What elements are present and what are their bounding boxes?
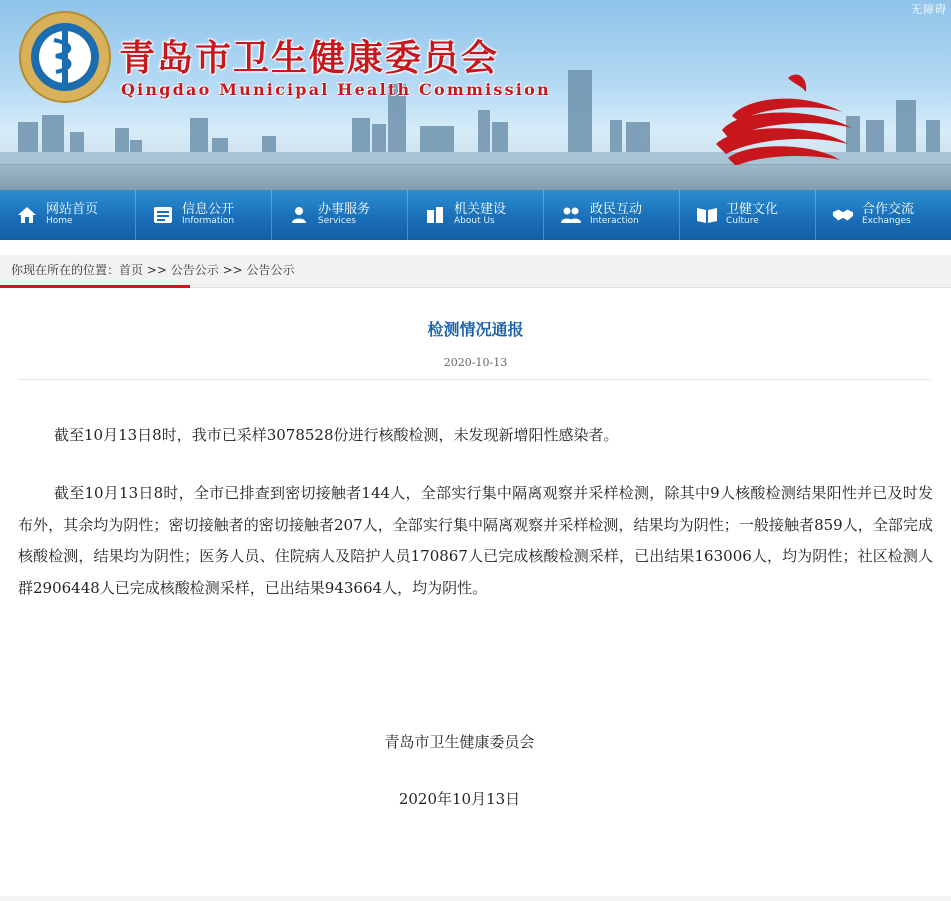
user-icon xyxy=(288,204,310,226)
article-date: 2020-10-13 xyxy=(443,356,508,369)
nav-label-en: Exchanges xyxy=(862,216,911,227)
site-title: 青岛市卫生健康委员会 xyxy=(119,37,500,79)
accessibility-link[interactable]: 无障碍 xyxy=(911,3,947,16)
article-paragraph: 截至10月13日8时，全市已排查到密切接触者144人，全部实行集中隔离观察并采样检测，除其中9人核酸检测结果阳性并已及时发布外，其余均为阴性；密切接触者的密切接触者207人，全部实行集中隔离观察并采样检测，结果均为阴性；一般接触者859人，全部完成核酸检测，结果均为阴性；医务人员、住院病人及陪护人员170867人已完成核酸检测采样，已出结果163006人，均为阴性；社区检测人群2906448人已完成核酸检测采样，已出结果943664人，均为阴性。 xyxy=(18,484,933,597)
nav-label-en: Information xyxy=(182,216,235,227)
book-icon xyxy=(696,204,718,226)
footer-line xyxy=(0,896,951,901)
nav-item-services[interactable] xyxy=(272,190,408,240)
article-sign-date: 2020年10月13日 xyxy=(398,790,521,808)
nav-label-en: Services xyxy=(318,216,356,227)
breadcrumb-separator: >> xyxy=(143,263,171,277)
header-banner xyxy=(0,0,951,190)
nav-label: 机关建设 xyxy=(454,201,507,217)
nav-item-culture[interactable] xyxy=(680,190,816,240)
nav-label: 政民互动 xyxy=(590,201,643,217)
nav-label-en: Home xyxy=(46,216,73,227)
breadcrumb-prefix: 你现在所在的位置： xyxy=(11,263,120,277)
water-band xyxy=(0,165,951,190)
nav-item-information[interactable] xyxy=(136,190,272,240)
main-nav xyxy=(0,190,951,240)
nav-item-exchanges[interactable] xyxy=(816,190,951,240)
article-signature: 青岛市卫生健康委员会 xyxy=(384,733,535,751)
article-title: 检测情况通报 xyxy=(427,320,524,339)
handshake-icon xyxy=(832,204,854,226)
title-divider xyxy=(18,379,931,380)
nav-label-en: Interaction xyxy=(590,216,639,227)
nav-label: 办事服务 xyxy=(318,201,371,217)
nav-label: 合作交流 xyxy=(862,201,915,217)
nav-item-about[interactable] xyxy=(408,190,544,240)
nav-item-interaction[interactable] xyxy=(544,190,680,240)
breadcrumb-link-notices[interactable]: 公告公示 xyxy=(170,263,219,277)
info-icon xyxy=(152,204,174,226)
breadcrumb-link-notices-current[interactable]: 公告公示 xyxy=(246,263,295,277)
breadcrumb-accent-bar xyxy=(0,285,190,288)
nav-item-home[interactable] xyxy=(0,190,136,240)
nav-label: 网站首页 xyxy=(46,201,99,217)
building-icon xyxy=(424,204,446,226)
breadcrumb-link-home[interactable]: 首页 xyxy=(119,263,144,277)
people-icon xyxy=(560,204,582,226)
nav-label: 信息公开 xyxy=(182,201,235,217)
breadcrumb-separator: >> xyxy=(218,263,247,277)
breadcrumb xyxy=(0,255,951,288)
nav-label-en: Culture xyxy=(726,216,759,227)
nav-label-en: About Us xyxy=(454,216,495,227)
nav-label: 卫健文化 xyxy=(726,201,779,217)
site-subtitle-en: Qingdao Municipal Health Commission xyxy=(121,80,551,99)
article-paragraph: 截至10月13日8时，我市已采样3078528份进行核酸检测，未发现新增阳性感染者。 xyxy=(54,426,619,444)
home-icon xyxy=(16,204,38,226)
commission-logo xyxy=(18,10,112,104)
